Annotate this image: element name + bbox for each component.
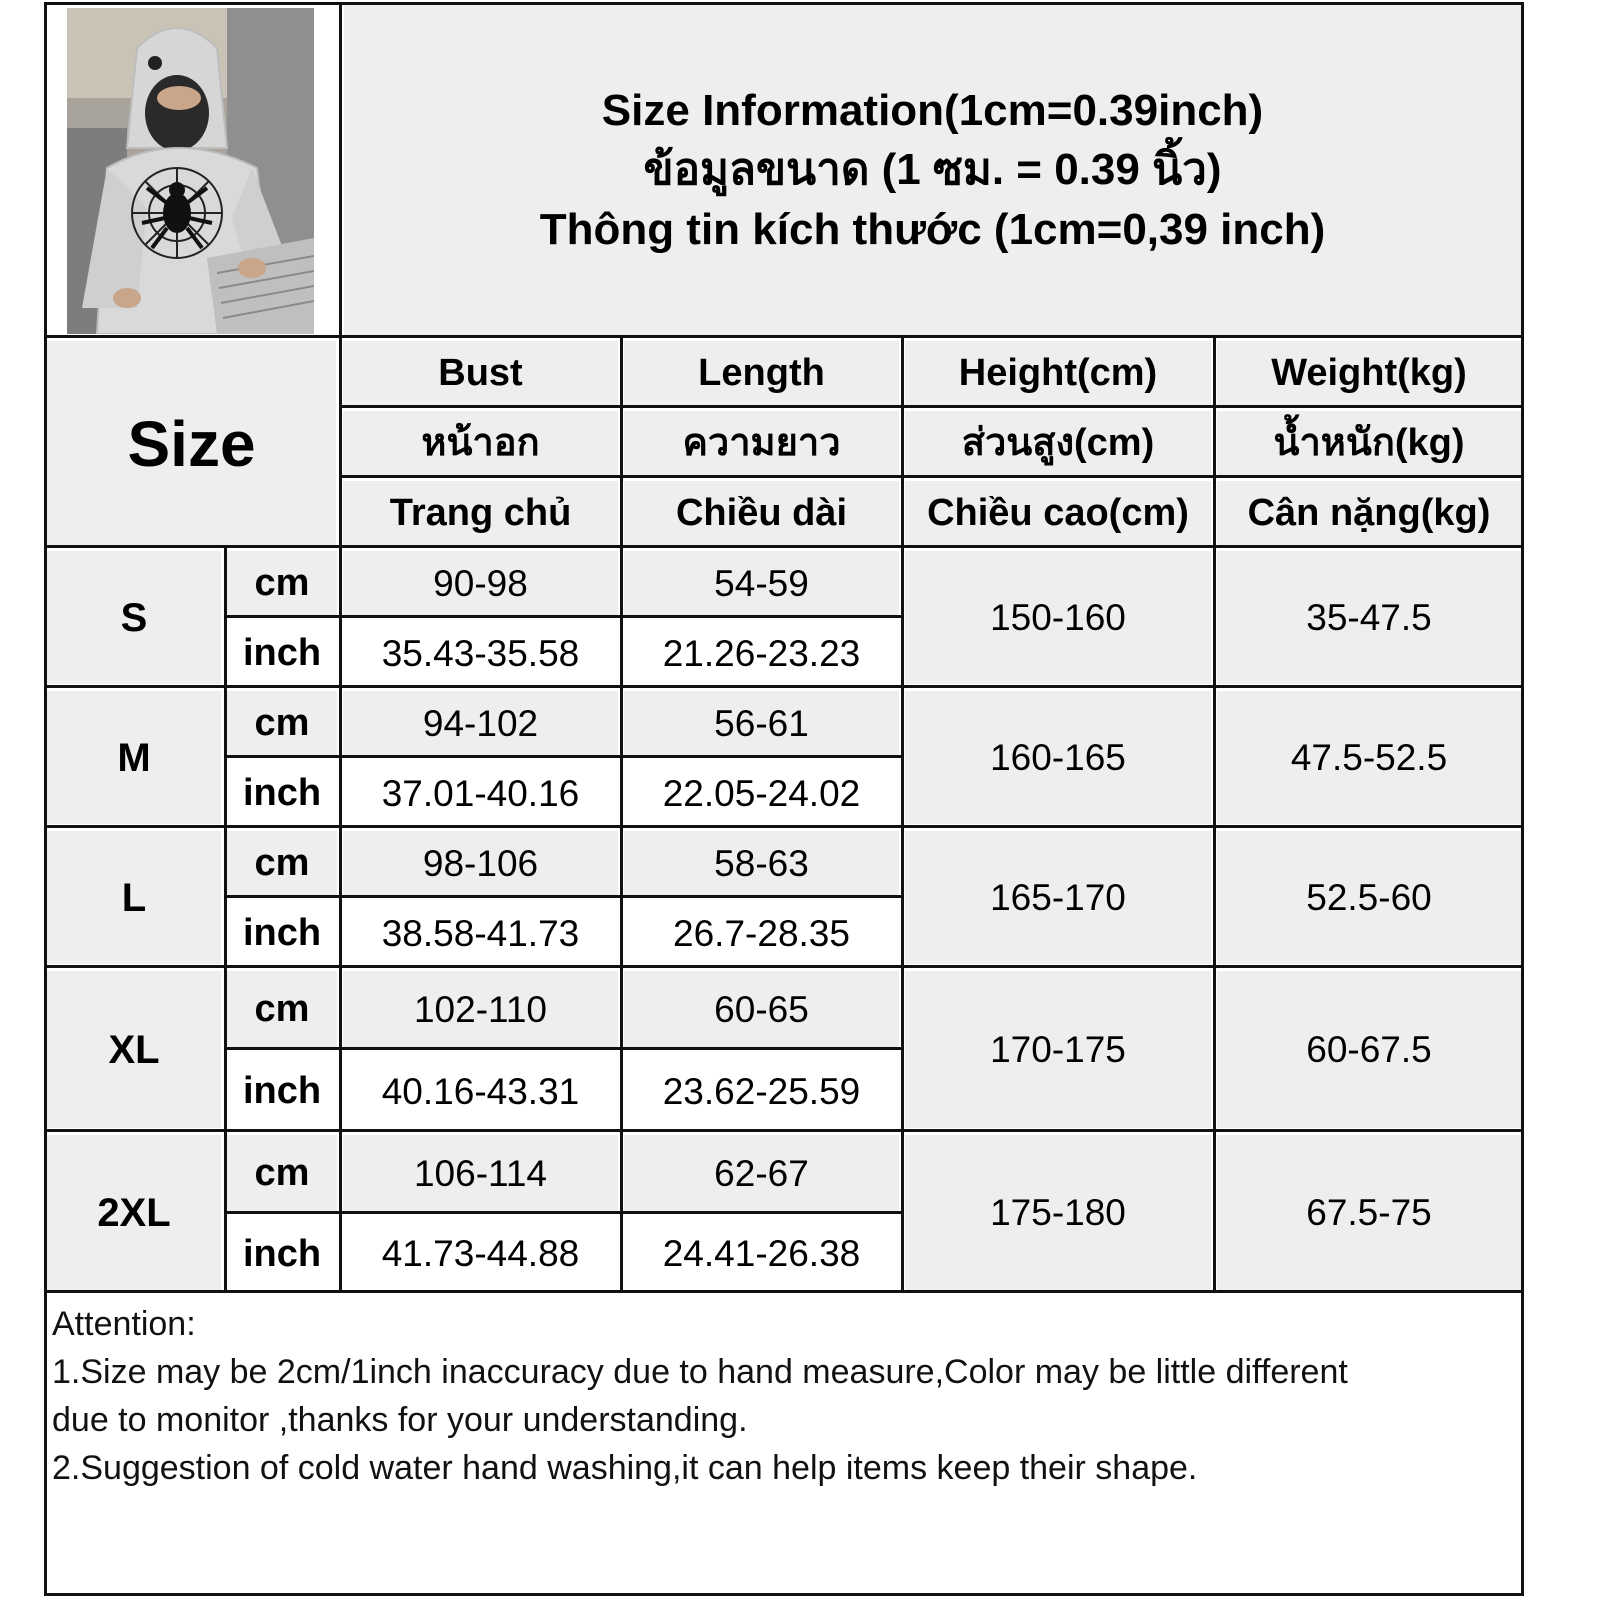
grid-line [224, 1211, 903, 1214]
unit-inch: inch [242, 1070, 322, 1112]
column-header-bust-vi: Trang chủ [343, 481, 618, 545]
grid-line [44, 1290, 1524, 1293]
bust-cm-value: 90-98 [343, 551, 618, 615]
notes-heading: Attention: [52, 1305, 196, 1343]
length-inch-value: 23.62-25.59 [662, 1070, 861, 1112]
size-label-l: L [47, 831, 221, 964]
size-label-2xl: 2XL [47, 1135, 221, 1290]
height-value: 170-175 [905, 971, 1211, 1128]
size-label-xl: XL [47, 971, 221, 1128]
grid-line [901, 335, 904, 1293]
column-header-length-th: ความยาว [624, 411, 899, 475]
length-cm-value: 58-63 [624, 831, 899, 895]
weight-value: 47.5-52.5 [1217, 691, 1521, 824]
bust-inch-value: 35.43-35.58 [381, 632, 580, 674]
column-header-weight-vi: Cân nặng(kg) [1217, 481, 1521, 545]
bust-cm-value: 102-110 [343, 971, 618, 1047]
weight-value: 52.5-60 [1217, 831, 1521, 964]
notes-line: 2.Suggestion of cold water hand washing,it can help items keep their shape. [52, 1449, 1198, 1487]
unit-cm: cm [227, 551, 337, 615]
title-block [344, 5, 1521, 335]
size-label-m: M [47, 691, 221, 824]
column-header-bust-th: หน้าอก [343, 411, 618, 475]
grid-line [44, 685, 1524, 688]
bust-inch-value: 38.58-41.73 [381, 912, 580, 954]
unit-cm: cm [227, 971, 337, 1047]
grid-line [339, 2, 342, 1293]
title-thai: ข้อมูลขนาด (1 ซม. = 0.39 นิ้ว) [643, 145, 1222, 195]
grid-line [44, 1129, 1524, 1132]
bust-inch-value: 37.01-40.16 [381, 772, 580, 814]
unit-cm: cm [227, 1135, 337, 1211]
unit-inch: inch [242, 772, 322, 814]
grid-line [44, 545, 1524, 548]
length-cm-value: 54-59 [624, 551, 899, 615]
unit-inch: inch [242, 912, 322, 954]
length-cm-value: 56-61 [624, 691, 899, 755]
grid-line [1213, 335, 1216, 1293]
bust-inch-value: 40.16-43.31 [381, 1070, 580, 1112]
bust-inch-value: 41.73-44.88 [381, 1233, 580, 1274]
height-value: 175-180 [905, 1135, 1211, 1290]
size-label-s: S [47, 551, 221, 684]
height-value: 150-160 [905, 551, 1211, 684]
length-inch-value: 26.7-28.35 [673, 912, 850, 954]
column-header-bust-en: Bust [343, 341, 618, 405]
grid-line [44, 965, 1524, 968]
grid-line [620, 335, 623, 1293]
grid-line [224, 895, 903, 898]
size-header: Size [47, 341, 336, 547]
grid-line [224, 615, 903, 618]
length-inch-value: 24.41-26.38 [662, 1233, 861, 1274]
height-value: 165-170 [905, 831, 1211, 964]
unit-inch: inch [242, 632, 322, 674]
bust-cm-value: 106-114 [343, 1135, 618, 1211]
grid-line [224, 1047, 903, 1050]
column-header-weight-en: Weight(kg) [1217, 341, 1521, 405]
grid-line [224, 545, 227, 1293]
weight-value: 67.5-75 [1217, 1135, 1521, 1290]
grid-line [340, 475, 1524, 478]
length-inch-value: 21.26-23.23 [662, 632, 861, 674]
column-header-weight-th: น้ำหนัก(kg) [1217, 411, 1521, 475]
notes-line: due to monitor ,thanks for your understanding. [52, 1401, 748, 1439]
unit-cm: cm [227, 831, 337, 895]
grid-line [44, 825, 1524, 828]
title-vietnamese: Thông tin kích thước (1cm=0,39 inch) [539, 204, 1326, 254]
height-value: 160-165 [905, 691, 1211, 824]
product-photo [67, 8, 314, 334]
length-inch-value: 22.05-24.02 [662, 772, 861, 814]
column-header-height-en: Height(cm) [905, 341, 1211, 405]
bust-cm-value: 98-106 [343, 831, 618, 895]
attention-notes [52, 1300, 1512, 1492]
grid-line [224, 755, 903, 758]
length-cm-value: 62-67 [624, 1135, 899, 1211]
unit-cm: cm [227, 691, 337, 755]
weight-value: 60-67.5 [1217, 971, 1521, 1128]
title-english: Size Information(1cm=0.39inch) [601, 85, 1264, 135]
hoodie-model-illustration [67, 8, 314, 334]
weight-value: 35-47.5 [1217, 551, 1521, 684]
grid-line [44, 335, 1524, 338]
grid-line [340, 405, 1524, 408]
column-header-length-en: Length [624, 341, 899, 405]
bust-cm-value: 94-102 [343, 691, 618, 755]
length-cm-value: 60-65 [624, 971, 899, 1047]
column-header-height-vi: Chiều cao(cm) [905, 481, 1211, 545]
notes-line: 1.Size may be 2cm/1inch inaccuracy due to hand measure,Color may be little different [52, 1353, 1348, 1391]
column-header-height-th: ส่วนสูง(cm) [905, 411, 1211, 475]
unit-inch: inch [242, 1232, 322, 1275]
column-header-length-vi: Chiều dài [624, 481, 899, 545]
